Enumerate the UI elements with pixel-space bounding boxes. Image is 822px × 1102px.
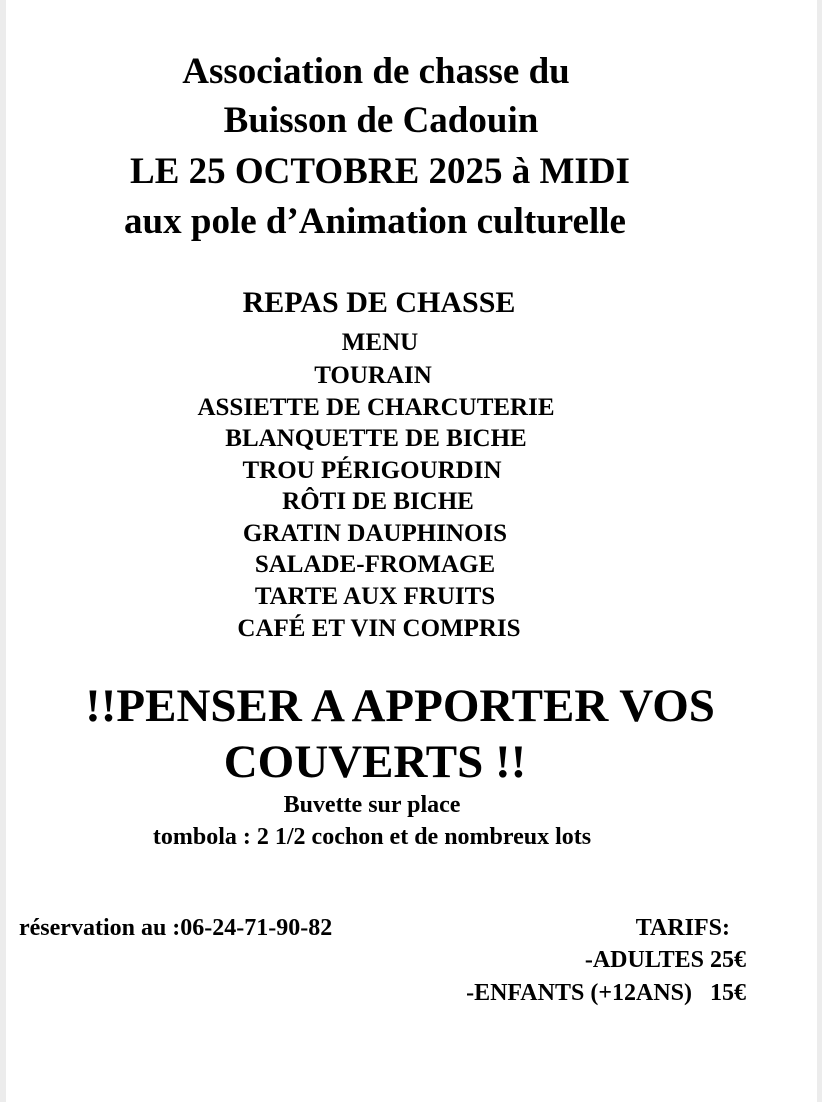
menu-item: SALADE-FROMAGE xyxy=(254,551,496,578)
menu-item: CAFÉ ET VIN COMPRIS xyxy=(237,615,521,642)
tarif-enfants: -ENFANTS (+12ANS) 15€ xyxy=(466,980,746,1006)
tarif-adultes: -ADULTES 25€ xyxy=(584,947,746,973)
menu-item: BLANQUETTE DE BICHE xyxy=(225,425,527,452)
tombola-text: tombola : 2 1/2 cochon et de nombreux lots xyxy=(152,824,592,850)
event-location: aux pole d’Animation culturelle xyxy=(124,201,626,242)
notice-line-1: !!PENSER A APPORTER VOS xyxy=(85,680,715,732)
menu-item: TROU PÉRIGOURDIN xyxy=(242,457,502,484)
event-date: LE 25 OCTOBRE 2025 à MIDI xyxy=(130,151,630,192)
menu-item: RÔTI DE BICHE xyxy=(282,488,474,515)
menu-item: TARTE AUX FRUITS xyxy=(254,583,496,610)
menu-heading: MENU xyxy=(341,329,419,356)
tarifs-heading: TARIFS: xyxy=(635,915,730,941)
buvette-text: Buvette sur place xyxy=(283,792,461,818)
left-page-edge xyxy=(0,0,6,1102)
menu-item: GRATIN DAUPHINOIS xyxy=(242,520,508,547)
reservation-phone: réservation au :06-24-71-90-82 xyxy=(19,915,333,941)
association-name-line-2: Buisson de Cadouin xyxy=(223,100,539,141)
notice-line-2: COUVERTS !! xyxy=(223,736,527,788)
menu-item: ASSIETTE DE CHARCUTERIE xyxy=(197,394,555,421)
right-page-edge xyxy=(817,0,822,1102)
association-name-line-1: Association de chasse du xyxy=(182,51,570,92)
event-title: REPAS DE CHASSE xyxy=(242,286,516,319)
menu-item: TOURAIN xyxy=(314,362,432,389)
